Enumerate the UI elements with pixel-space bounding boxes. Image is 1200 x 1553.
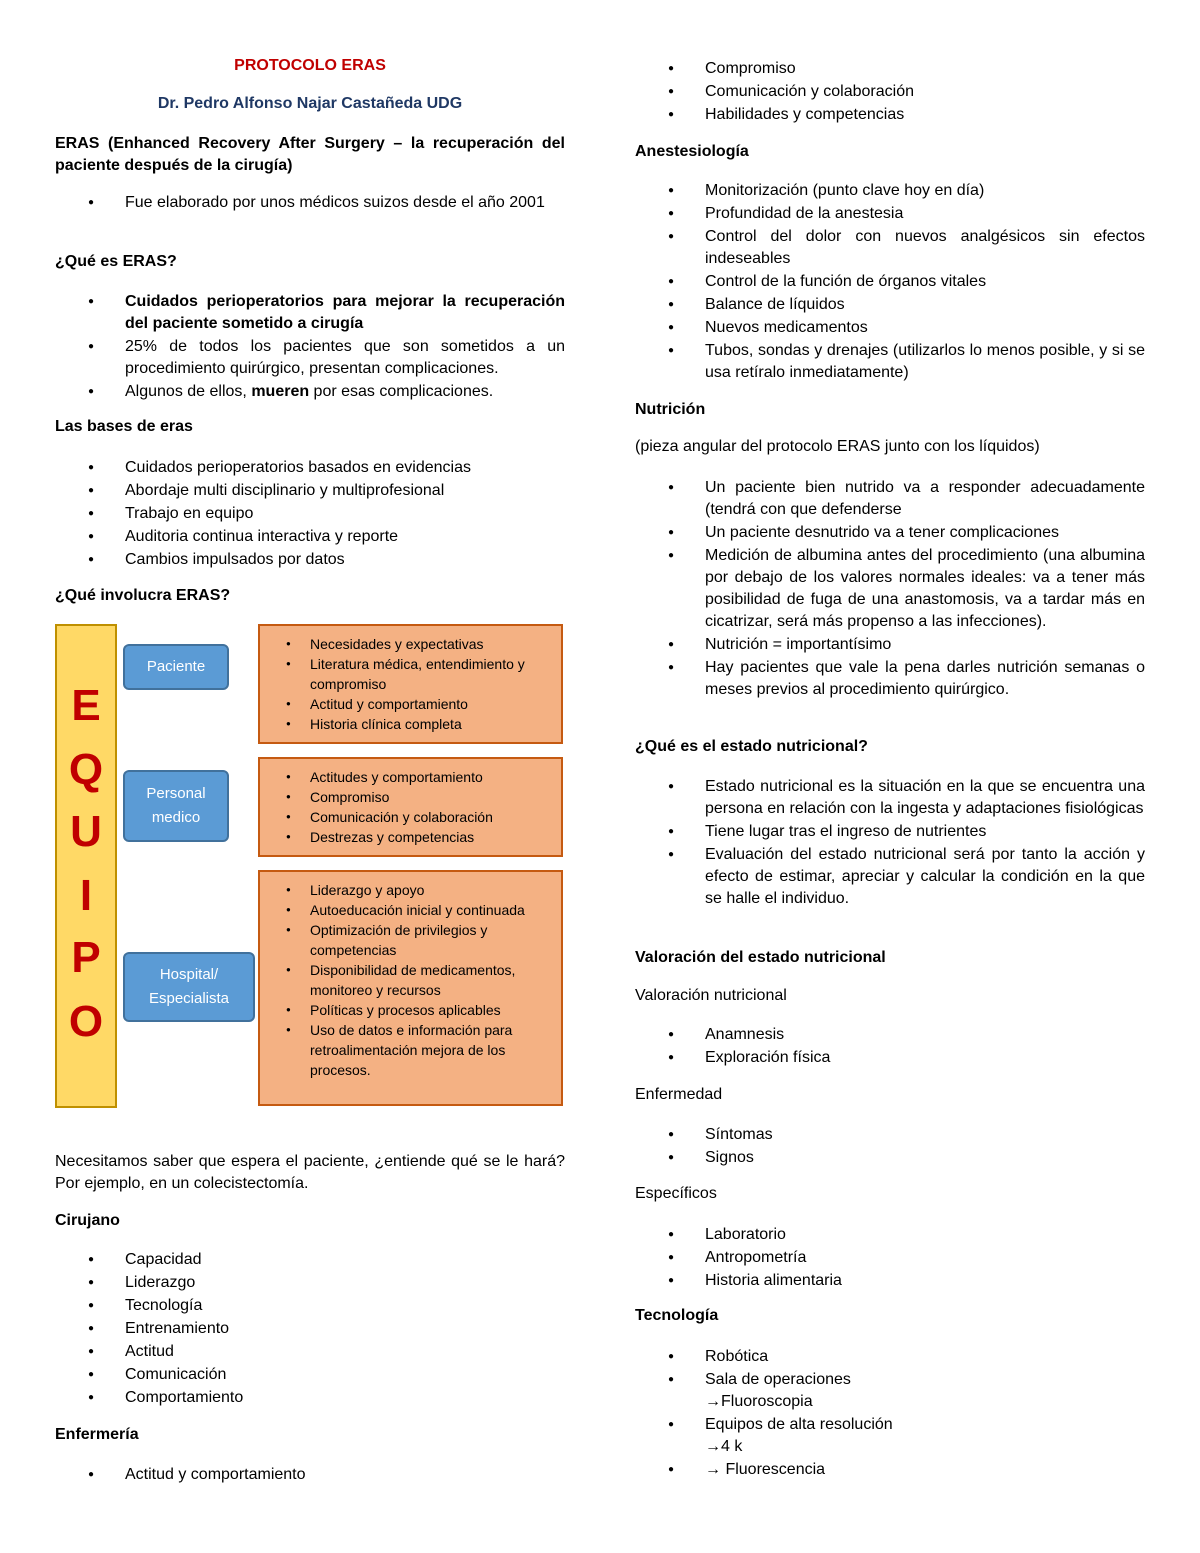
section-heading-estado: ¿Qué es el estado nutricional? — [635, 738, 868, 755]
especificos-subheading: Específicos — [635, 1185, 717, 1202]
list-item: ● Nuevos medicamentos — [635, 317, 1145, 339]
enfermedad-subheading: Enfermedad — [635, 1086, 723, 1103]
box-hospital-label: Hospital/ — [159, 966, 219, 983]
list-item: ● Optimización de privilegios y competencias — [260, 920, 555, 960]
list-item: ● Anamnesis — [635, 1024, 1145, 1046]
list-item-text: Equipos de alta resolución — [705, 1416, 893, 1433]
list-item: ● Liderazgo y apoyo — [260, 880, 555, 900]
bases-list — [55, 457, 565, 572]
section-heading-nutricion: Nutrición — [635, 401, 706, 418]
equipo-letter: Q — [68, 745, 104, 794]
list-item: ● Tubos, sondas y drenajes (utilizarlos lo menos posible, y si se usa retíralo inmediatamente) — [635, 340, 1145, 384]
que-es-list — [55, 291, 565, 404]
list-item: ● Un paciente bien nutrido va a responder adecuadamente (tendrá con que defenderse — [635, 477, 1145, 521]
list-item-text: Algunos de ellos, — [125, 383, 252, 400]
list-item: ● Compromiso — [260, 787, 555, 807]
list-item: ● Cuidados perioperatorios basados en evidencias — [55, 457, 565, 479]
top-list — [635, 58, 1145, 127]
list-item: ● Trabajo en equipo — [55, 503, 565, 525]
list-item: ● Un paciente desnutrido va a tener complicaciones — [635, 522, 1145, 544]
section-heading-bases: Las bases de eras — [55, 418, 193, 435]
list-item: ● Actitudes y comportamiento — [260, 767, 555, 787]
list-item-subtext: →4 k — [705, 1438, 743, 1455]
box-hospital-label: Especialista — [148, 990, 230, 1007]
section-heading-valoracion: Valoración del estado nutricional — [635, 949, 886, 966]
list-item: ● Control del dolor con nuevos analgésicos sin efectos indeseables — [635, 226, 1145, 270]
list-item: ● Fue elaborado por unos médicos suizos desde el año 2001 — [55, 192, 565, 214]
list-item-subtext: →Fluoroscopia — [705, 1393, 813, 1410]
box-hospital-items — [258, 870, 563, 1106]
list-item: ● Compromiso — [635, 58, 1145, 80]
list-item-emphasis: mueren — [251, 383, 310, 400]
list-item: ● Uso de datos e información para retroalimentación mejora de los procesos. — [260, 1020, 555, 1080]
enfermedad-list — [635, 1124, 1145, 1170]
list-item: ● Nutrición = importantísimo — [635, 634, 1145, 656]
list-item: ● Entrenamiento — [55, 1318, 565, 1340]
section-heading-cirujano: Cirujano — [55, 1212, 120, 1229]
equipo-letter: O — [68, 997, 104, 1046]
list-item: ● Laboratorio — [635, 1224, 1145, 1246]
section-heading-anestesiologia: Anestesiología — [635, 143, 749, 160]
list-item: ● Comunicación — [55, 1364, 565, 1386]
list-item: ● Exploración física — [635, 1047, 1145, 1069]
list-item: ● Disponibilidad de medicamentos, monitoreo y recursos — [260, 960, 555, 1000]
list-item: ● Habilidades y competencias — [635, 104, 1145, 126]
list-item: ● Capacidad — [55, 1249, 565, 1271]
nutricion-note: (pieza angular del protocolo ERAS junto con los líquidos) — [635, 438, 1040, 455]
section-heading-que-es: ¿Qué es ERAS? — [55, 253, 177, 270]
list-item: ● Tecnología — [55, 1295, 565, 1317]
intro-list — [55, 192, 565, 215]
list-item — [635, 1414, 1145, 1458]
list-item: ● Destrezas y competencias — [260, 827, 555, 847]
list-item: ● Abordaje multi disciplinario y multiprofesional — [55, 480, 565, 502]
list-item: ● Actitud y comportamiento — [260, 694, 555, 714]
list-item: ● → Fluorescencia — [635, 1459, 1145, 1481]
list-item: ● 25% de todos los pacientes que son sometidos a un procedimiento quirúrgico, presentan complicaciones. — [55, 336, 565, 380]
list-item: ● Liderazgo — [55, 1272, 565, 1294]
section-heading-tecnologia: Tecnología — [635, 1307, 719, 1324]
nutricion-list — [635, 477, 1145, 702]
list-item: ● Estado nutricional es la situación en la que se encuentra una persona en relación con la ingesta y adaptaciones fisiológicas — [635, 776, 1145, 820]
list-item: ● Antropometría — [635, 1247, 1145, 1269]
list-item: ● Síntomas — [635, 1124, 1145, 1146]
list-item — [55, 381, 565, 403]
list-item: ● Monitorización (punto clave hoy en día) — [635, 180, 1145, 202]
necesitamos-paragraph: Necesitamos saber que espera el paciente, ¿entiende qué se le hará? Por ejemplo, en un colecistectomía. — [55, 1153, 565, 1192]
list-item: ● Robótica — [635, 1346, 1145, 1368]
cirujano-list — [55, 1249, 565, 1410]
list-item: ● Cambios impulsados por datos — [55, 549, 565, 571]
list-item: ● Hay pacientes que vale la pena darles nutrición semanas o meses previos al procedimiento quirúrgico. — [635, 657, 1145, 701]
list-item: ● Actitud — [55, 1341, 565, 1363]
list-item: ● Comunicación y colaboración — [635, 81, 1145, 103]
list-item: ● Comunicación y colaboración — [260, 807, 555, 827]
list-item: ● Literatura médica, entendimiento y compromiso — [260, 654, 555, 694]
list-item: ● Control de la función de órganos vitales — [635, 271, 1145, 293]
list-item: ● Tiene lugar tras el ingreso de nutrientes — [635, 821, 1145, 843]
list-item: ● Autoeducación inicial y continuada — [260, 900, 555, 920]
box-personal-label: medico — [151, 809, 201, 826]
section-heading-enfermeria: Enfermería — [55, 1426, 139, 1443]
document-title: PROTOCOLO ERAS — [234, 57, 386, 74]
box-paciente-label: Paciente — [146, 658, 206, 675]
enfermeria-list — [55, 1464, 565, 1487]
box-personal-medico — [123, 770, 229, 842]
box-paciente — [123, 644, 229, 690]
box-paciente-items — [258, 624, 563, 744]
valoracion-list — [635, 1024, 1145, 1070]
equipo-letter: P — [71, 933, 101, 982]
list-item: ● Signos — [635, 1147, 1145, 1169]
list-item: ● Evaluación del estado nutricional será por tanto la acción y efecto de estimar, apreciar y calcular la condición en la que se halle el individuo. — [635, 844, 1145, 910]
intro-heading: ERAS (Enhanced Recovery After Surgery – la recuperación del paciente después de la cirugía) — [55, 135, 565, 174]
list-item-text: Sala de operaciones — [705, 1371, 851, 1388]
list-item: ● Actitud y comportamiento — [55, 1464, 565, 1486]
equipo-bar — [55, 624, 117, 1108]
section-heading-involucra: ¿Qué involucra ERAS? — [55, 587, 231, 604]
valoracion-subheading: Valoración nutricional — [635, 987, 787, 1004]
estado-list — [635, 776, 1145, 911]
equipo-diagram — [55, 624, 565, 1112]
box-hospital-especialista — [123, 952, 255, 1022]
list-item: ● Políticas y procesos aplicables — [260, 1000, 555, 1020]
list-item: ● Auditoria continua interactiva y reporte — [55, 526, 565, 548]
list-item: ● Profundidad de la anestesia — [635, 203, 1145, 225]
document-author: Dr. Pedro Alfonso Najar Castañeda UDG — [157, 95, 463, 112]
tecnologia-list — [635, 1346, 1145, 1482]
anestesiologia-list — [635, 180, 1145, 385]
equipo-letter: U — [70, 807, 102, 856]
list-item: ● Necesidades y expectativas — [260, 634, 555, 654]
list-item: ● Balance de líquidos — [635, 294, 1145, 316]
equipo-letter: E — [71, 681, 101, 730]
box-personal-items — [258, 757, 563, 857]
list-item: ● Medición de albumina antes del procedimiento (una albumina por debajo de los valores normales ideales: va a tener más posibilidad de fuga de una anastomosis, va a tardar más en cicatrizar, será más propenso a las infecciones). — [635, 545, 1145, 633]
list-item: ● Cuidados perioperatorios para mejorar la recuperación del paciente sometido a cirugía — [55, 291, 565, 335]
list-item — [635, 1369, 1145, 1413]
list-item-text: por esas complicaciones. — [309, 383, 494, 400]
box-personal-label: Personal — [146, 785, 206, 802]
list-item: ● Historia alimentaria — [635, 1270, 1145, 1292]
list-item: ● Comportamiento — [55, 1387, 565, 1409]
especificos-list — [635, 1224, 1145, 1293]
equipo-letter: I — [79, 871, 93, 920]
list-item: ● Historia clínica completa — [260, 714, 555, 734]
